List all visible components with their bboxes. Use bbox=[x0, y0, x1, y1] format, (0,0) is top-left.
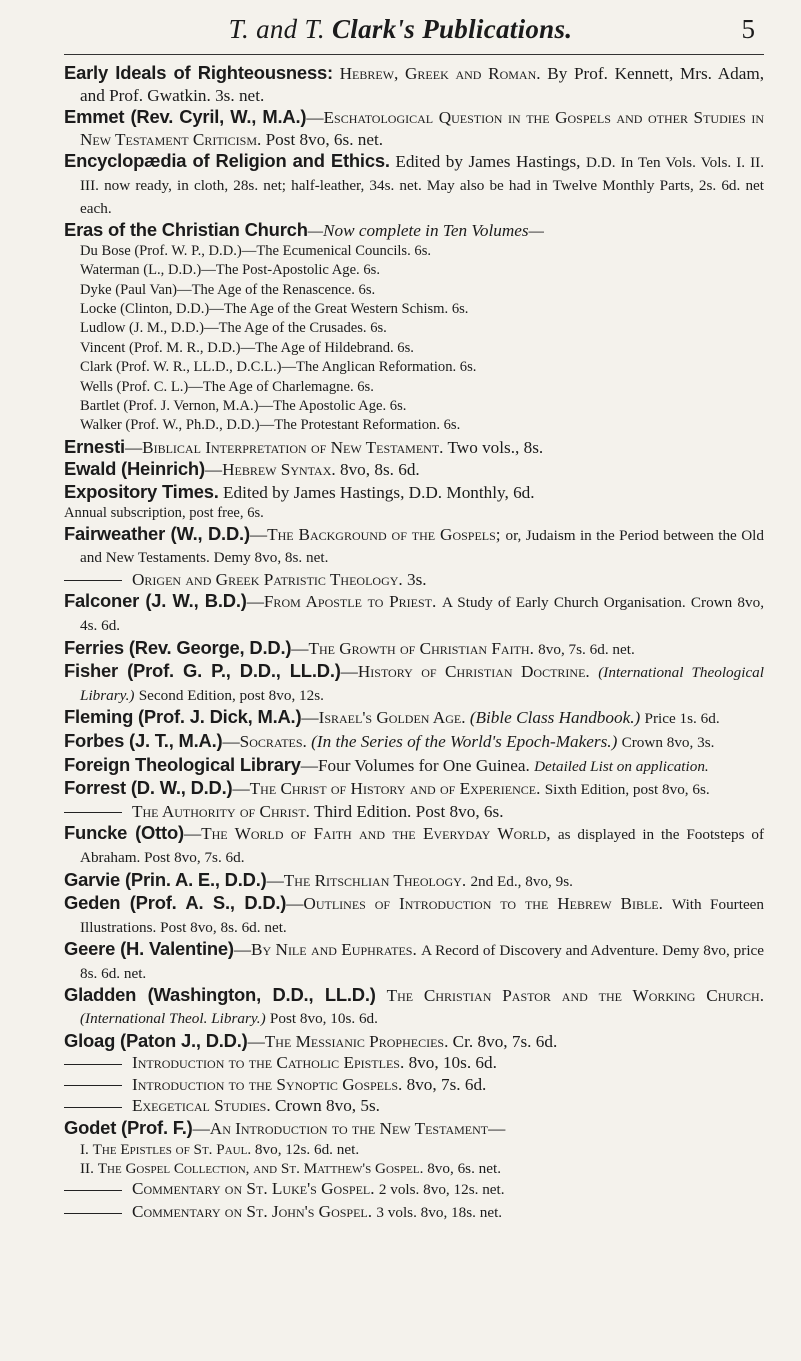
entry-title: —History of Christian Doctrine. bbox=[340, 662, 590, 682]
catalogue-entry bbox=[64, 1052, 764, 1074]
title-and: and bbox=[256, 14, 298, 44]
entry-author: Funcke (Otto) bbox=[64, 822, 184, 844]
entry-series: Detailed List on application. bbox=[534, 757, 709, 775]
title-publications: Publications. bbox=[422, 14, 573, 44]
catalogue-entry bbox=[64, 569, 764, 591]
series-volume: Bartlet (Prof. J. Vernon, M.A.)—The Apostolic Age. 6s. bbox=[80, 398, 407, 414]
entry-details: as displayed in the Footsteps of Abraham. Post 8vo, 7s. 6d. bbox=[80, 826, 765, 866]
entry-title: Commentary on St. John's Gospel. bbox=[132, 1202, 373, 1222]
catalogue-entry bbox=[64, 458, 764, 481]
ditto-dash bbox=[64, 1064, 122, 1065]
entry-details: Third Edition. Post 8vo, 6s. bbox=[313, 801, 504, 821]
entry-details: 8vo, 8s. 6d. bbox=[339, 460, 420, 480]
ditto-dash bbox=[64, 580, 122, 581]
entry-details: With Fourteen Illustrations. Post 8vo, 8s. 6d. net. bbox=[80, 896, 765, 936]
catalogue-entry bbox=[64, 869, 764, 893]
entry-author: Ernesti bbox=[64, 435, 125, 457]
catalogue-entry bbox=[64, 822, 764, 868]
entry-note: Annual subscription, post free, 6s. bbox=[64, 504, 264, 521]
entry-title: —From Apostle to Priest. bbox=[246, 592, 437, 612]
entry-details: Cr. 8vo, 7s. 6d. bbox=[452, 1031, 558, 1051]
entry-author: Eras of the Christian Church bbox=[64, 219, 308, 241]
catalogue-entry bbox=[64, 938, 764, 984]
part-number: I. bbox=[80, 1140, 89, 1158]
catalogue-entry bbox=[64, 1178, 764, 1201]
entry-title: —Now complete in Ten Volumes— bbox=[307, 221, 544, 241]
part-number: II. bbox=[80, 1160, 94, 1178]
entry-details: 3s. bbox=[407, 569, 427, 589]
entry-author: Expository Times. bbox=[64, 481, 219, 502]
entry-author: Forrest (D. W., D.D.) bbox=[64, 777, 233, 799]
entry-details: Sixth Edition, post 8vo, 6s. bbox=[544, 781, 710, 799]
entry-title: —The Background of the Gospels; bbox=[249, 524, 501, 544]
entry-title: Origen and Greek Patristic Theology. bbox=[132, 569, 403, 589]
entry-details: 2nd Ed., 8vo, 9s. bbox=[470, 872, 573, 890]
title-t2: T. bbox=[304, 14, 325, 44]
godet-parts bbox=[64, 1140, 764, 1179]
ditto-dash bbox=[64, 1085, 122, 1086]
entry-title: —An Introduction to the New Testament— bbox=[192, 1119, 506, 1139]
entry-title: Introduction to the Catholic Epistles. bbox=[132, 1053, 405, 1073]
part-title: The Epistles of St. Paul. bbox=[92, 1140, 252, 1158]
entry-series: (International Theol. Library.) bbox=[80, 1010, 266, 1028]
catalogue-entry bbox=[64, 892, 764, 938]
entry-title: —Hebrew Syntax. bbox=[204, 460, 336, 480]
catalogue-entry bbox=[64, 706, 764, 730]
entry-details: A Record of Discovery and Adventure. Demy 8vo, price 8s. 6d. net. bbox=[80, 942, 765, 982]
entry-title: —Israel's Golden Age. bbox=[301, 708, 466, 728]
entry-details: Monthly, 6d. bbox=[446, 483, 535, 502]
page-number: 5 bbox=[741, 14, 755, 44]
part-details: 8vo, 6s. net. bbox=[427, 1160, 502, 1178]
title-t1: T. bbox=[228, 14, 250, 44]
catalogue-entry bbox=[64, 106, 764, 150]
entry-details: Two vols., 8s. bbox=[447, 437, 544, 457]
catalogue-entry bbox=[64, 1074, 764, 1096]
entry-author: Foreign Theological Library bbox=[64, 753, 301, 775]
entry-details: 2 vols. 8vo, 12s. net. bbox=[378, 1181, 505, 1199]
ditto-dash bbox=[64, 1107, 122, 1108]
ditto-dash bbox=[64, 812, 122, 813]
entry-author: Ewald (Heinrich) bbox=[64, 458, 205, 480]
entry-title: Commentary on St. Luke's Gospel. bbox=[132, 1179, 375, 1199]
catalogue-entry bbox=[64, 801, 764, 823]
entry-author: Emmet (Rev. Cyril, W., M.A.) bbox=[64, 106, 307, 128]
series-volume: Ludlow (J. M., D.D.)—The Age of the Crusades. 6s. bbox=[80, 320, 387, 337]
entry-title: —The Growth of Christian Faith. bbox=[291, 638, 534, 658]
entry-title: —The Christ of History and of Experience. bbox=[232, 779, 541, 799]
part-details: 8vo, 12s. 6d. net. bbox=[254, 1140, 360, 1158]
catalogue-entry bbox=[64, 730, 764, 754]
entry-details: Price 1s. 6d. bbox=[644, 710, 720, 728]
entry-author: Falconer (J. W., B.D.) bbox=[64, 590, 247, 612]
entry-details: Post 8vo, 10s. 6d. bbox=[269, 1010, 378, 1028]
ditto-dash bbox=[64, 1190, 122, 1191]
entry-details: Second Edition, post 8vo, 12s. bbox=[138, 686, 324, 704]
catalogue-entry bbox=[64, 984, 764, 1029]
entry-details: 3 vols. 8vo, 18s. net. bbox=[376, 1204, 503, 1222]
entry-details: 8vo, 7s. 6d. net. bbox=[538, 640, 635, 658]
catalogue-entry bbox=[64, 1201, 764, 1224]
entry-author: Early Ideals of Righteousness: bbox=[64, 62, 333, 83]
entry-details: Crown 8vo, 3s. bbox=[621, 733, 715, 751]
series-volume: Du Bose (Prof. W. P., D.D.)—The Ecumenical Councils. 6s. bbox=[80, 242, 432, 259]
entry-title: —Outlines of Introduction to the Hebrew Bible. bbox=[286, 894, 663, 914]
entry-title: The Authority of Christ. bbox=[132, 801, 310, 821]
entry-details: D.D. In Ten Vols. Vols. I. II. III. now ready, in cloth, 28s. net; half-leather, 34s. net. May also be had in Twelve Monthly Parts, 2s. 6d. net each. bbox=[80, 154, 765, 217]
running-header bbox=[0, 10, 801, 52]
catalogue-entry bbox=[64, 436, 764, 459]
entry-details: By Prof. Kennett, Mrs. Adam, and Prof. Gwatkin. 3s. net. bbox=[80, 64, 764, 105]
catalogue-entry bbox=[64, 62, 764, 106]
entry-details: A Study of Early Church Organisation. Crown 8vo, 4s. 6d. bbox=[80, 594, 764, 634]
entry-series: (Bible Class Handbook.) bbox=[469, 708, 641, 728]
entry-author: Gladden (Washington, D.D., LL.D.) bbox=[64, 984, 376, 1006]
series-volume: Clark (Prof. W. R., LL.D., D.C.L.)—The Anglican Reformation. 6s. bbox=[80, 359, 477, 376]
entry-details: 8vo, 10s. 6d. bbox=[408, 1053, 497, 1073]
godet-part bbox=[64, 1140, 764, 1159]
catalogue-entry bbox=[64, 777, 764, 801]
entry-title: Edited by James Hastings, D.D. bbox=[222, 483, 443, 502]
entry-title: —The Messianic Prophecies. bbox=[247, 1031, 449, 1051]
series-volume: Dyke (Paul Van)—The Age of the Renascence. 6s. bbox=[80, 281, 376, 298]
title-clarks: Clark's bbox=[331, 14, 416, 44]
series-volume: Wells (Prof. C. L.)—The Age of Charlemagne. 6s. bbox=[80, 378, 374, 395]
entry-author: Encyclopædia of Religion and Ethics. bbox=[64, 150, 390, 172]
series-volume: Waterman (L., D.D.)—The Post-Apostolic Age. 6s. bbox=[80, 262, 380, 279]
catalogue-entry bbox=[64, 481, 764, 523]
entry-author: Garvie (Prin. A. E., D.D.) bbox=[64, 868, 267, 890]
entry-title: —Socrates. bbox=[222, 731, 307, 751]
entry-author: Geere (H. Valentine) bbox=[64, 938, 234, 960]
catalogue-entry bbox=[64, 637, 764, 661]
catalogue-listing bbox=[64, 62, 764, 1224]
catalogue-entry bbox=[64, 523, 764, 569]
entry-author: Fleming (Prof. J. Dick, M.A.) bbox=[64, 706, 302, 728]
catalogue-entry bbox=[64, 590, 764, 636]
catalogue-entry bbox=[64, 1117, 764, 1140]
catalogue-entry bbox=[64, 219, 764, 242]
entry-details: 8vo, 7s. 6d. bbox=[406, 1074, 487, 1094]
entry-author: Ferries (Rev. George, D.D.) bbox=[64, 636, 292, 658]
entry-title: —Eschatological Question in the Gospels and other Studies in New Testament Criticism. bbox=[80, 108, 764, 149]
catalogue-entry bbox=[64, 150, 764, 219]
godet-part bbox=[64, 1159, 764, 1178]
ditto-dash bbox=[64, 1213, 122, 1214]
entry-title: Exegetical Studies. bbox=[132, 1096, 271, 1116]
series-volume: Locke (Clinton, D.D.)—The Age of the Great Western Schism. 6s. bbox=[80, 300, 469, 317]
series-volume-list bbox=[64, 242, 764, 436]
entry-series: (In the Series of the World's Epoch-Makers.) bbox=[311, 731, 618, 751]
entry-title: —By Nile and Euphrates. bbox=[233, 940, 417, 960]
entry-author: Fairweather (W., D.D.) bbox=[64, 522, 250, 544]
entry-author: Godet (Prof. F.) bbox=[64, 1117, 193, 1139]
entry-title: —The Ritschlian Theology. bbox=[266, 870, 467, 890]
entry-title: Hebrew, Greek and Roman. bbox=[339, 64, 541, 83]
entry-title: —Biblical Interpretation of New Testament. bbox=[124, 437, 444, 457]
catalogue-entry bbox=[64, 1030, 764, 1053]
entry-details: or, Judaism in the Period between the Old and New Testaments. Demy 8vo, 8s. net. bbox=[80, 526, 764, 567]
entry-title: Introduction to the Synoptic Gospels. bbox=[132, 1074, 403, 1094]
series-volume: Vincent (Prof. M. R., D.D.)—The Age of Hildebrand. 6s. bbox=[80, 339, 414, 356]
entry-title: The Christian Pastor and the Working Church. bbox=[386, 986, 764, 1006]
entry-author: Forbes (J. T., M.A.) bbox=[64, 729, 223, 751]
catalogue-entry bbox=[64, 660, 764, 706]
entry-details: Crown 8vo, 5s. bbox=[274, 1096, 380, 1116]
entry-author: Geden (Prof. A. S., D.D.) bbox=[64, 892, 287, 914]
part-title: The Gospel Collection, and St. Matthew's Gospel. bbox=[97, 1160, 424, 1178]
entry-author: Fisher (Prof. G. P., D.D., LL.D.) bbox=[64, 660, 341, 682]
entry-title: —Four Volumes for One Guinea. bbox=[300, 755, 530, 775]
entry-title: Edited by James Hastings, bbox=[395, 152, 581, 172]
catalogue-entry bbox=[64, 754, 764, 778]
entry-details: Post 8vo, 6s. net. bbox=[265, 129, 384, 149]
entry-title: —The World of Faith and the Everyday World, bbox=[183, 824, 551, 844]
running-title bbox=[0, 14, 801, 45]
series-volume: Walker (Prof. W., Ph.D., D.D.)—The Protestant Reformation. 6s. bbox=[80, 417, 461, 434]
catalogue-entry bbox=[64, 1095, 764, 1117]
entry-author: Gloag (Paton J., D.D.) bbox=[64, 1029, 248, 1051]
header-rule bbox=[64, 54, 764, 55]
entry-series: (International Theological Library.) bbox=[80, 664, 764, 704]
